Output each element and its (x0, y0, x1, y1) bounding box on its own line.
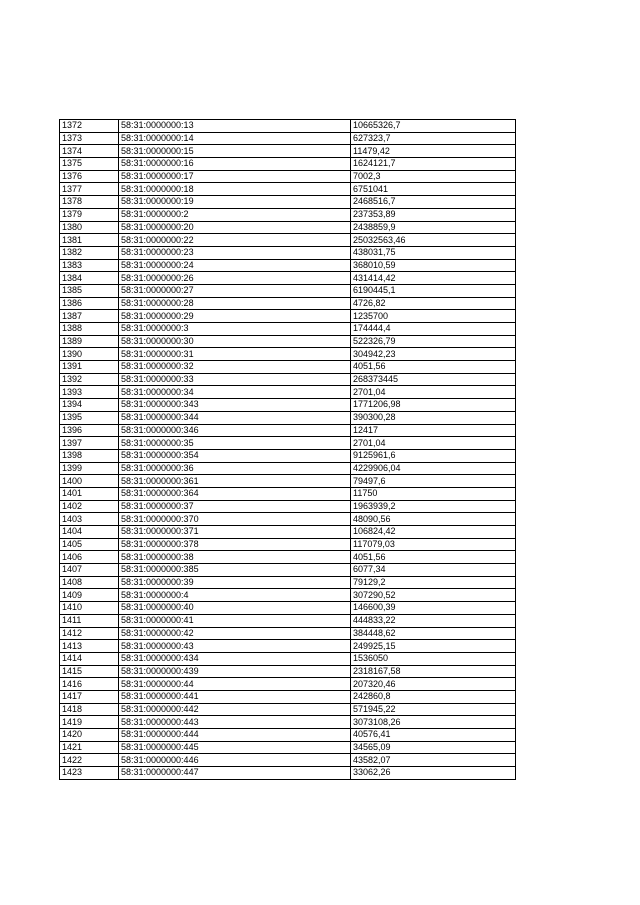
row-number-cell: 1401 (60, 487, 119, 500)
row-number-cell: 1398 (60, 449, 119, 462)
table-row (60, 716, 516, 729)
row-number-cell: 1372 (60, 120, 119, 133)
table-row (60, 411, 516, 424)
value-cell: 4051,56 (351, 361, 516, 374)
table-row (60, 272, 516, 285)
table-row (60, 221, 516, 234)
cadastral-code-cell: 58:31:0000000:354 (119, 449, 351, 462)
table-row (60, 335, 516, 348)
table-row (60, 678, 516, 691)
value-cell: 1963939,2 (351, 500, 516, 513)
value-cell: 7002,3 (351, 170, 516, 183)
cadastral-code-cell: 58:31:0000000:37 (119, 500, 351, 513)
row-number-cell: 1378 (60, 196, 119, 209)
table-row (60, 741, 516, 754)
value-cell: 79129,2 (351, 576, 516, 589)
data-table-body (60, 120, 516, 780)
cadastral-code-cell: 58:31:0000000:20 (119, 221, 351, 234)
row-number-cell: 1384 (60, 272, 119, 285)
cadastral-code-cell: 58:31:0000000:13 (119, 120, 351, 133)
row-number-cell: 1408 (60, 576, 119, 589)
row-number-cell: 1389 (60, 335, 119, 348)
value-cell: 237353,89 (351, 208, 516, 221)
table-row (60, 526, 516, 539)
value-cell: 48090,56 (351, 513, 516, 526)
value-cell: 268373445 (351, 373, 516, 386)
cadastral-code-cell: 58:31:0000000:344 (119, 411, 351, 424)
table-row (60, 665, 516, 678)
value-cell: 2318167,58 (351, 665, 516, 678)
table-row (60, 551, 516, 564)
cadastral-code-cell: 58:31:0000000:19 (119, 196, 351, 209)
value-cell: 106824,42 (351, 526, 516, 539)
table-row (60, 500, 516, 513)
table-row (60, 208, 516, 221)
value-cell: 1235700 (351, 310, 516, 323)
cadastral-code-cell: 58:31:0000000:346 (119, 424, 351, 437)
row-number-cell: 1381 (60, 234, 119, 247)
table-row (60, 183, 516, 196)
cadastral-code-cell: 58:31:0000000:42 (119, 627, 351, 640)
cadastral-code-cell: 58:31:0000000:41 (119, 614, 351, 627)
value-cell: 40576,41 (351, 729, 516, 742)
row-number-cell: 1393 (60, 386, 119, 399)
value-cell: 2438859,9 (351, 221, 516, 234)
row-number-cell: 1396 (60, 424, 119, 437)
row-number-cell: 1421 (60, 741, 119, 754)
table-row (60, 627, 516, 640)
cadastral-code-cell: 58:31:0000000:33 (119, 373, 351, 386)
value-cell: 438031,75 (351, 246, 516, 259)
row-number-cell: 1374 (60, 145, 119, 158)
value-cell: 444833,22 (351, 614, 516, 627)
table-row (60, 373, 516, 386)
table-row (60, 132, 516, 145)
value-cell: 249925,15 (351, 640, 516, 653)
cadastral-code-cell: 58:31:0000000:40 (119, 602, 351, 615)
row-number-cell: 1385 (60, 284, 119, 297)
table-row (60, 361, 516, 374)
row-number-cell: 1382 (60, 246, 119, 259)
row-number-cell: 1415 (60, 665, 119, 678)
table-row (60, 652, 516, 665)
table-row (60, 399, 516, 412)
value-cell: 6751041 (351, 183, 516, 196)
cadastral-code-cell: 58:31:0000000:28 (119, 297, 351, 310)
cadastral-code-cell: 58:31:0000000:39 (119, 576, 351, 589)
cadastral-code-cell: 58:31:0000000:26 (119, 272, 351, 285)
table-row (60, 614, 516, 627)
value-cell: 2701,04 (351, 386, 516, 399)
value-cell: 307290,52 (351, 589, 516, 602)
table-row (60, 196, 516, 209)
cadastral-code-cell: 58:31:0000000:38 (119, 551, 351, 564)
table-row (60, 564, 516, 577)
cadastral-code-cell: 58:31:0000000:22 (119, 234, 351, 247)
cadastral-code-cell: 58:31:0000000:442 (119, 703, 351, 716)
value-cell: 12417 (351, 424, 516, 437)
table-row (60, 754, 516, 767)
value-cell: 627323,7 (351, 132, 516, 145)
value-cell: 2468516,7 (351, 196, 516, 209)
table-row (60, 323, 516, 336)
row-number-cell: 1402 (60, 500, 119, 513)
value-cell: 1536050 (351, 652, 516, 665)
value-cell: 384448,62 (351, 627, 516, 640)
row-number-cell: 1386 (60, 297, 119, 310)
row-number-cell: 1414 (60, 652, 119, 665)
cadastral-code-cell: 58:31:0000000:441 (119, 690, 351, 703)
value-cell: 6077,34 (351, 564, 516, 577)
row-number-cell: 1380 (60, 221, 119, 234)
row-number-cell: 1400 (60, 475, 119, 488)
value-cell: 43582,07 (351, 754, 516, 767)
value-cell: 10665326,7 (351, 120, 516, 133)
cadastral-code-cell: 58:31:0000000:23 (119, 246, 351, 259)
value-cell: 390300,28 (351, 411, 516, 424)
row-number-cell: 1406 (60, 551, 119, 564)
cadastral-code-cell: 58:31:0000000:29 (119, 310, 351, 323)
cadastral-code-cell: 58:31:0000000:27 (119, 284, 351, 297)
value-cell: 431414,42 (351, 272, 516, 285)
row-number-cell: 1403 (60, 513, 119, 526)
value-cell: 117079,03 (351, 538, 516, 551)
value-cell: 1624121,7 (351, 158, 516, 171)
value-cell: 33062,26 (351, 767, 516, 780)
row-number-cell: 1409 (60, 589, 119, 602)
row-number-cell: 1399 (60, 462, 119, 475)
cadastral-code-cell: 58:31:0000000:361 (119, 475, 351, 488)
value-cell: 11750 (351, 487, 516, 500)
table-row (60, 310, 516, 323)
row-number-cell: 1420 (60, 729, 119, 742)
cadastral-code-cell: 58:31:0000000:35 (119, 437, 351, 450)
cadastral-code-cell: 58:31:0000000:31 (119, 348, 351, 361)
value-cell: 242860,8 (351, 690, 516, 703)
row-number-cell: 1422 (60, 754, 119, 767)
row-number-cell: 1390 (60, 348, 119, 361)
cadastral-code-cell: 58:31:0000000:32 (119, 361, 351, 374)
row-number-cell: 1376 (60, 170, 119, 183)
row-number-cell: 1379 (60, 208, 119, 221)
cadastral-code-cell: 58:31:0000000:446 (119, 754, 351, 767)
value-cell: 1771206,98 (351, 399, 516, 412)
row-number-cell: 1423 (60, 767, 119, 780)
value-cell: 79497,6 (351, 475, 516, 488)
row-number-cell: 1373 (60, 132, 119, 145)
value-cell: 368010,59 (351, 259, 516, 272)
value-cell: 34565,09 (351, 741, 516, 754)
row-number-cell: 1383 (60, 259, 119, 272)
table-row (60, 424, 516, 437)
value-cell: 9125961,6 (351, 449, 516, 462)
table-row (60, 576, 516, 589)
row-number-cell: 1416 (60, 678, 119, 691)
table-row (60, 767, 516, 780)
cadastral-code-cell: 58:31:0000000:24 (119, 259, 351, 272)
row-number-cell: 1419 (60, 716, 119, 729)
data-table (59, 119, 516, 780)
table-row (60, 170, 516, 183)
value-cell: 4051,56 (351, 551, 516, 564)
table-row (60, 703, 516, 716)
cadastral-code-cell: 58:31:0000000:2 (119, 208, 351, 221)
row-number-cell: 1392 (60, 373, 119, 386)
value-cell: 25032563,46 (351, 234, 516, 247)
cadastral-code-cell: 58:31:0000000:443 (119, 716, 351, 729)
cadastral-code-cell: 58:31:0000000:18 (119, 183, 351, 196)
table-row (60, 145, 516, 158)
row-number-cell: 1388 (60, 323, 119, 336)
value-cell: 146600,39 (351, 602, 516, 615)
row-number-cell: 1405 (60, 538, 119, 551)
cadastral-code-cell: 58:31:0000000:444 (119, 729, 351, 742)
cadastral-code-cell: 58:31:0000000:434 (119, 652, 351, 665)
cadastral-code-cell: 58:31:0000000:370 (119, 513, 351, 526)
table-row (60, 120, 516, 133)
cadastral-code-cell: 58:31:0000000:43 (119, 640, 351, 653)
cadastral-code-cell: 58:31:0000000:44 (119, 678, 351, 691)
row-number-cell: 1395 (60, 411, 119, 424)
table-row (60, 158, 516, 171)
cadastral-code-cell: 58:31:0000000:34 (119, 386, 351, 399)
row-number-cell: 1418 (60, 703, 119, 716)
row-number-cell: 1404 (60, 526, 119, 539)
table-row (60, 246, 516, 259)
table-row (60, 602, 516, 615)
value-cell: 174444,4 (351, 323, 516, 336)
table-row (60, 589, 516, 602)
table-row (60, 284, 516, 297)
cadastral-code-cell: 58:31:0000000:4 (119, 589, 351, 602)
row-number-cell: 1397 (60, 437, 119, 450)
cadastral-code-cell: 58:31:0000000:439 (119, 665, 351, 678)
value-cell: 522326,79 (351, 335, 516, 348)
row-number-cell: 1411 (60, 614, 119, 627)
table-row (60, 487, 516, 500)
row-number-cell: 1413 (60, 640, 119, 653)
table-row (60, 640, 516, 653)
table-row (60, 234, 516, 247)
table-row (60, 690, 516, 703)
row-number-cell: 1391 (60, 361, 119, 374)
cadastral-code-cell: 58:31:0000000:364 (119, 487, 351, 500)
row-number-cell: 1410 (60, 602, 119, 615)
value-cell: 304942,23 (351, 348, 516, 361)
row-number-cell: 1412 (60, 627, 119, 640)
cadastral-code-cell: 58:31:0000000:17 (119, 170, 351, 183)
value-cell: 4229906,04 (351, 462, 516, 475)
cadastral-code-cell: 58:31:0000000:16 (119, 158, 351, 171)
value-cell: 571945,22 (351, 703, 516, 716)
row-number-cell: 1387 (60, 310, 119, 323)
cadastral-code-cell: 58:31:0000000:15 (119, 145, 351, 158)
row-number-cell: 1377 (60, 183, 119, 196)
table-row (60, 297, 516, 310)
value-cell: 2701,04 (351, 437, 516, 450)
cadastral-code-cell: 58:31:0000000:445 (119, 741, 351, 754)
cadastral-code-cell: 58:31:0000000:378 (119, 538, 351, 551)
value-cell: 4726,82 (351, 297, 516, 310)
table-row (60, 348, 516, 361)
table-row (60, 449, 516, 462)
table-row (60, 259, 516, 272)
row-number-cell: 1417 (60, 690, 119, 703)
row-number-cell: 1394 (60, 399, 119, 412)
cadastral-code-cell: 58:31:0000000:30 (119, 335, 351, 348)
cadastral-code-cell: 58:31:0000000:343 (119, 399, 351, 412)
table-row (60, 729, 516, 742)
row-number-cell: 1375 (60, 158, 119, 171)
table-row (60, 513, 516, 526)
cadastral-code-cell: 58:31:0000000:371 (119, 526, 351, 539)
cadastral-code-cell: 58:31:0000000:447 (119, 767, 351, 780)
cadastral-code-cell: 58:31:0000000:14 (119, 132, 351, 145)
table-row (60, 437, 516, 450)
value-cell: 11479,42 (351, 145, 516, 158)
value-cell: 207320,46 (351, 678, 516, 691)
table-row (60, 462, 516, 475)
cadastral-code-cell: 58:31:0000000:3 (119, 323, 351, 336)
value-cell: 6190445,1 (351, 284, 516, 297)
table-row (60, 386, 516, 399)
row-number-cell: 1407 (60, 564, 119, 577)
table-row (60, 538, 516, 551)
cadastral-code-cell: 58:31:0000000:36 (119, 462, 351, 475)
cadastral-code-cell: 58:31:0000000:385 (119, 564, 351, 577)
value-cell: 3073108,26 (351, 716, 516, 729)
table-row (60, 475, 516, 488)
